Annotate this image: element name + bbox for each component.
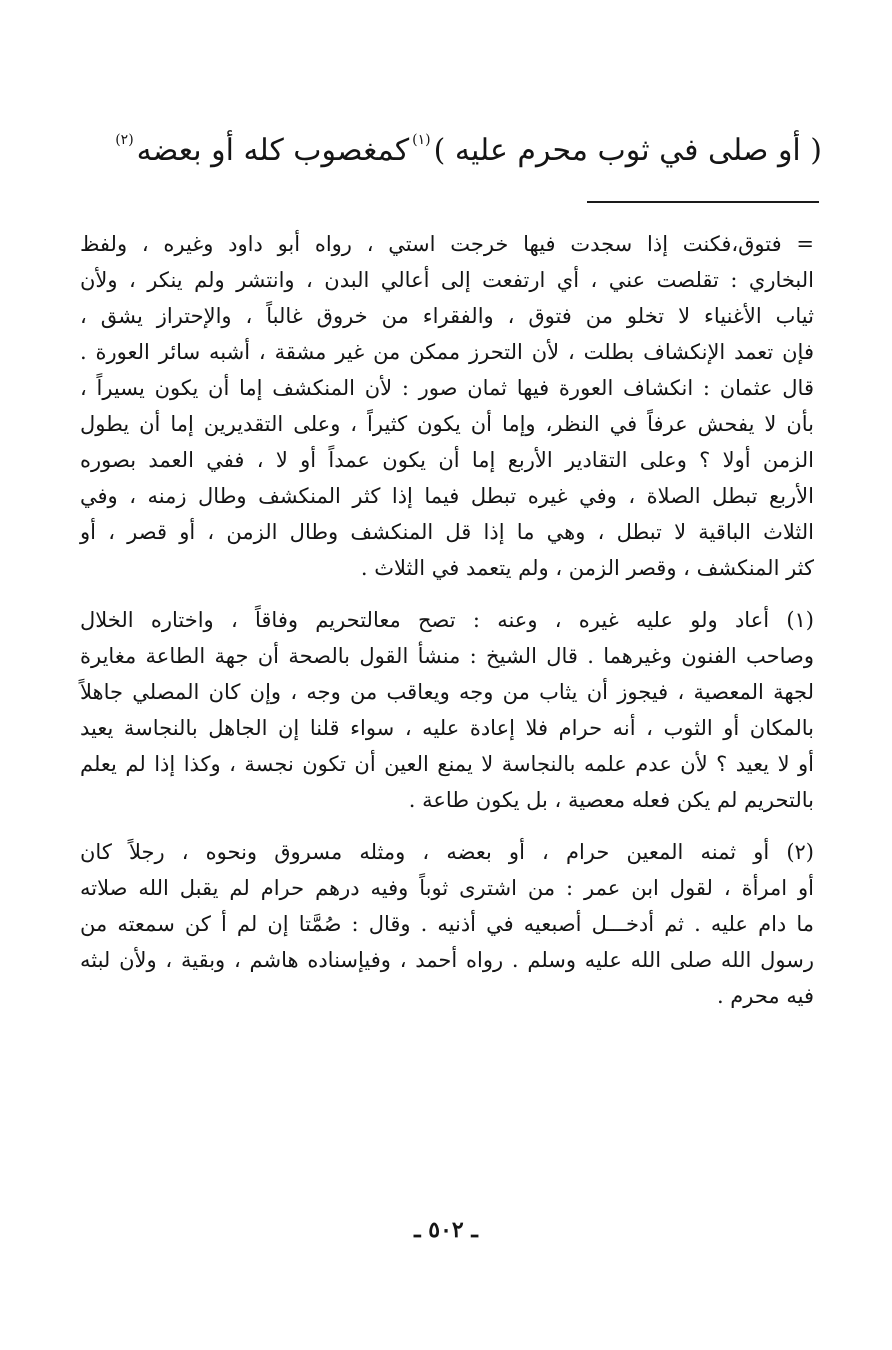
footnote-line: كثر المنكشف ، وقصر الزمن ، ولم يتعمد في الثلاث . xyxy=(360,556,814,580)
footnote-ref-1: (١) xyxy=(412,132,431,148)
footnote-line: = فتوق،فكنت إذا سجدت فيها خرجت استي ، رواه أبو داود وغيره ، ولفظ xyxy=(80,232,814,256)
footnote-line: قال عثمان : انكشاف العورة فيها ثمان صور : لأن المنكشف إما أن يكون يسيراً ، xyxy=(80,376,814,400)
footnote-line: وصاحب الفنون وغيرهما . قال الشيخ : منشأ القول بالصحة أن جهة الطاعة مغايرة xyxy=(80,644,815,668)
footnote-line: فيه محرم . xyxy=(716,984,814,1008)
footnote-line: الزمن أولا ؟ وعلى التقادير الأربع إما أن يكون عمداً أو لا ، ففي العمد بصوره xyxy=(80,448,814,472)
footnotes xyxy=(80,226,814,1014)
continued-footnote xyxy=(80,226,814,586)
footnote-line: ما دام عليه . ثم أدخـــل أصبعيه في أذنيه . وقال : صُمَّتا إن لم أ كن سمعته من xyxy=(80,912,814,936)
footnote-line: أو امرأة ، لقول ابن عمر : من اشترى ثوباً وفيه درهم حرام لم يقبل الله صلاته xyxy=(80,876,814,900)
main-text-continuation: كمغصوب كله أو بعضه xyxy=(136,133,410,168)
page-number: ـ ٥٠٢ ـ xyxy=(414,1217,478,1243)
footnote-line: الثلاث الباقية لا تبطل ، وهي ما إذا قل المنكشف وطال الزمن ، أو قصر ، أو xyxy=(80,520,814,544)
main-text-line xyxy=(60,118,822,173)
footnote-line: البخاري : تقلصت عني ، أي ارتفعت إلى أعالي البدن ، وانتشر ولم ينكر ، ولأن xyxy=(80,268,814,292)
footnote-line: لجهة المعصية ، فيجوز أن يثاب من وجه ويعاقب من وجه ، وإن كان المصلي جاهلاً xyxy=(80,680,814,704)
footnote-1 xyxy=(80,602,814,818)
footnote-line: أو لا يعيد ؟ لأن عدم علمه بالنجاسة لا يمنع العين أن تكون نجسة ، وكذا إذا لم يعلم xyxy=(80,752,814,776)
footnote-line: بأن لا يفحش عرفاً في النظر، وإما أن يكون كثيراً ، وعلى التقديرين إما أن يطول xyxy=(80,412,814,436)
footnote-2 xyxy=(80,834,814,1014)
footnote-separator xyxy=(587,201,819,203)
footnote-line: رسول الله صلى الله عليه وسلم . رواه أحمد ، وفيإسناده هاشم ، وبقية ، ولأن لبثه xyxy=(80,948,814,972)
footnote-line: بالتحريم لم يكن فعله معصية ، بل يكون طاعة . xyxy=(408,788,814,812)
footnote-line: (١) أعاد ولو عليه غيره ، وعنه : تصح معالتحريم وفاقاً ، واختاره الخلال xyxy=(80,608,814,632)
footnote-ref-2: (٢) xyxy=(115,132,134,148)
footnote-line: ثياب الأغنياء لا تخلو من فتوق ، والفقراء من خروق غالباً ، والإحتراز يشق ، xyxy=(80,304,814,328)
footnote-line: الأربع تبطل الصلاة ، وفي غيره تبطل فيما إذا كثر المنكشف وطال زمنه ، وفي xyxy=(80,484,814,508)
footnote-line: (٢) أو ثمنه المعين حرام ، أو بعضه ، ومثله مسروق ونحوه ، رجلاً كان xyxy=(80,840,814,864)
footnote-line: فإن تعمد الإنكشاف بطلت ، لأن التحرز ممكن من غير مشقة ، أشبه سائر العورة . xyxy=(80,340,814,364)
main-text-phrase: ( أو صلى في ثوب محرم عليه ) xyxy=(433,133,822,168)
footnote-line: بالمكان أو الثوب ، أنه حرام فلا إعادة عليه ، سواء قلنا إن الجاهل بالنجاسة يعيد xyxy=(80,716,814,740)
